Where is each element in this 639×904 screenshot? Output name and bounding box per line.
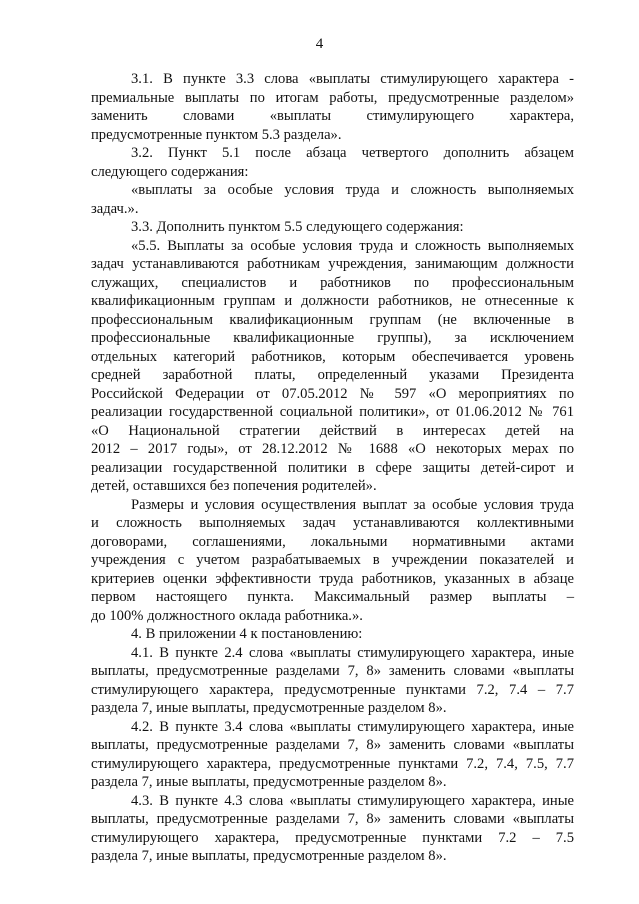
paragraph — [91, 792, 574, 866]
text-line: первом настоящего пункта. Максимальный размер выплаты – — [91, 589, 574, 605]
text-line: «выплаты за особые условия труда и сложность выполняемых — [131, 182, 574, 198]
text-line: выплаты, предусмотренные разделами 7, 8» заменить словами «выплаты — [91, 737, 574, 753]
text-line: стимулирующего характера, предусмотренные пунктами 7.2 – 7.5 — [91, 829, 574, 846]
text-line: раздела 7, иные выплаты, предусмотренные разделом 8». — [91, 700, 447, 716]
paragraph — [91, 218, 574, 237]
text-line: задач устанавливаются работникам учреждения, занимающим должности — [91, 256, 574, 272]
text-line: 3.1. В пункте 3.3 слова «выплаты стимулирующего характера - — [131, 71, 574, 87]
text-line: премиальные выплаты по итогам работы, предусмотренные разделом» — [91, 89, 574, 106]
text-line: 4. В приложении 4 к постановлению: — [131, 626, 363, 642]
text-line: профессиональным квалификационным группам (не включенные в — [91, 311, 574, 328]
text-line: выплаты, предусмотренные разделами 7, 8» заменить словами «выплаты — [91, 663, 574, 679]
text-line: реализации государственной социальной политики», от 01.06.2012 № 761 — [91, 404, 574, 420]
text-line: до 100% должностного оклада работника.». — [91, 607, 363, 624]
text-line: 3.3. Дополнить пунктом 5.5 следующего содержания: — [131, 219, 464, 235]
text-line: «5.5. Выплаты за особые условия труда и сложность выполняемых — [131, 237, 574, 254]
text-line: предусмотренные пунктом 5.3 раздела». — [91, 126, 342, 143]
text-line: квалификационным группам и должности работников, не отнесенные к — [91, 293, 574, 309]
paragraph — [91, 70, 574, 144]
text-line: раздела 7, иные выплаты, предусмотренные разделом 8». — [91, 848, 447, 864]
text-line: задач.». — [91, 200, 139, 217]
text-line: и сложность выполняемых задач устанавливаются коллективными — [91, 515, 574, 531]
paragraph — [91, 181, 574, 218]
text-line: отдельных категорий работников, которым обеспечивается уровень — [91, 348, 574, 365]
text-line: служащих, специалистов и работников по профессиональным — [91, 274, 574, 291]
text-line: 4.2. В пункте 3.4 слова «выплаты стимулирующего характера, иные — [131, 718, 574, 735]
document-body — [91, 70, 574, 866]
paragraph — [91, 237, 574, 496]
text-line: реализации государственной политики в сфере защиты детей-сирот и — [91, 459, 574, 476]
text-line: 4.1. В пункте 2.4 слова «выплаты стимулирующего характера, иные — [131, 644, 574, 661]
text-line: 4.3. В пункте 4.3 слова «выплаты стимулирующего характера, иные — [131, 792, 574, 809]
text-line: стимулирующего характера, предусмотренные пунктами 7.2, 7.4 – 7.7 — [91, 681, 574, 698]
text-line: заменить словами «выплаты стимулирующего характера, — [91, 108, 574, 124]
paragraph — [91, 625, 574, 644]
text-line: детей, оставшихся без попечения родителей». — [91, 478, 377, 494]
text-line: следующего содержания: — [91, 163, 249, 180]
text-line: Размеры и условия осуществления выплат за особые условия труда — [131, 496, 574, 513]
text-line: раздела 7, иные выплаты, предусмотренные разделом 8». — [91, 774, 447, 790]
text-line: 2012 – 2017 годы», от 28.12.2012 № 1688 «О некоторых мерах по — [91, 441, 574, 457]
text-line: Российской Федерации от 07.05.2012 № 597 «О мероприятиях по — [91, 385, 574, 402]
page-number: 4 — [315, 36, 324, 52]
text-line: «О Национальной стратегии действий в интересах детей на — [91, 422, 574, 439]
text-line: профессиональные квалификационные группы), за исключением — [91, 330, 574, 346]
text-line: договорами, соглашениями, локальными нормативными актами — [91, 533, 574, 550]
text-line: учреждения с учетом разрабатываемых в учреждении показателей и — [91, 552, 574, 568]
text-line: выплаты, предусмотренные разделами 7, 8» заменить словами «выплаты — [91, 811, 574, 827]
paragraph — [91, 644, 574, 718]
paragraph — [91, 496, 574, 626]
paragraph — [91, 718, 574, 792]
text-line: 3.2. Пункт 5.1 после абзаца четвертого дополнить абзацем — [131, 145, 574, 161]
text-line: средней заработной платы, определенный указами Президента — [91, 367, 574, 383]
text-line: стимулирующего характера, предусмотренные пунктами 7.2, 7.4, 7.5, 7.7 — [91, 755, 574, 772]
paragraph — [91, 144, 574, 181]
text-line: критериев оценки эффективности труда работников, указанных в абзаце — [91, 570, 574, 587]
